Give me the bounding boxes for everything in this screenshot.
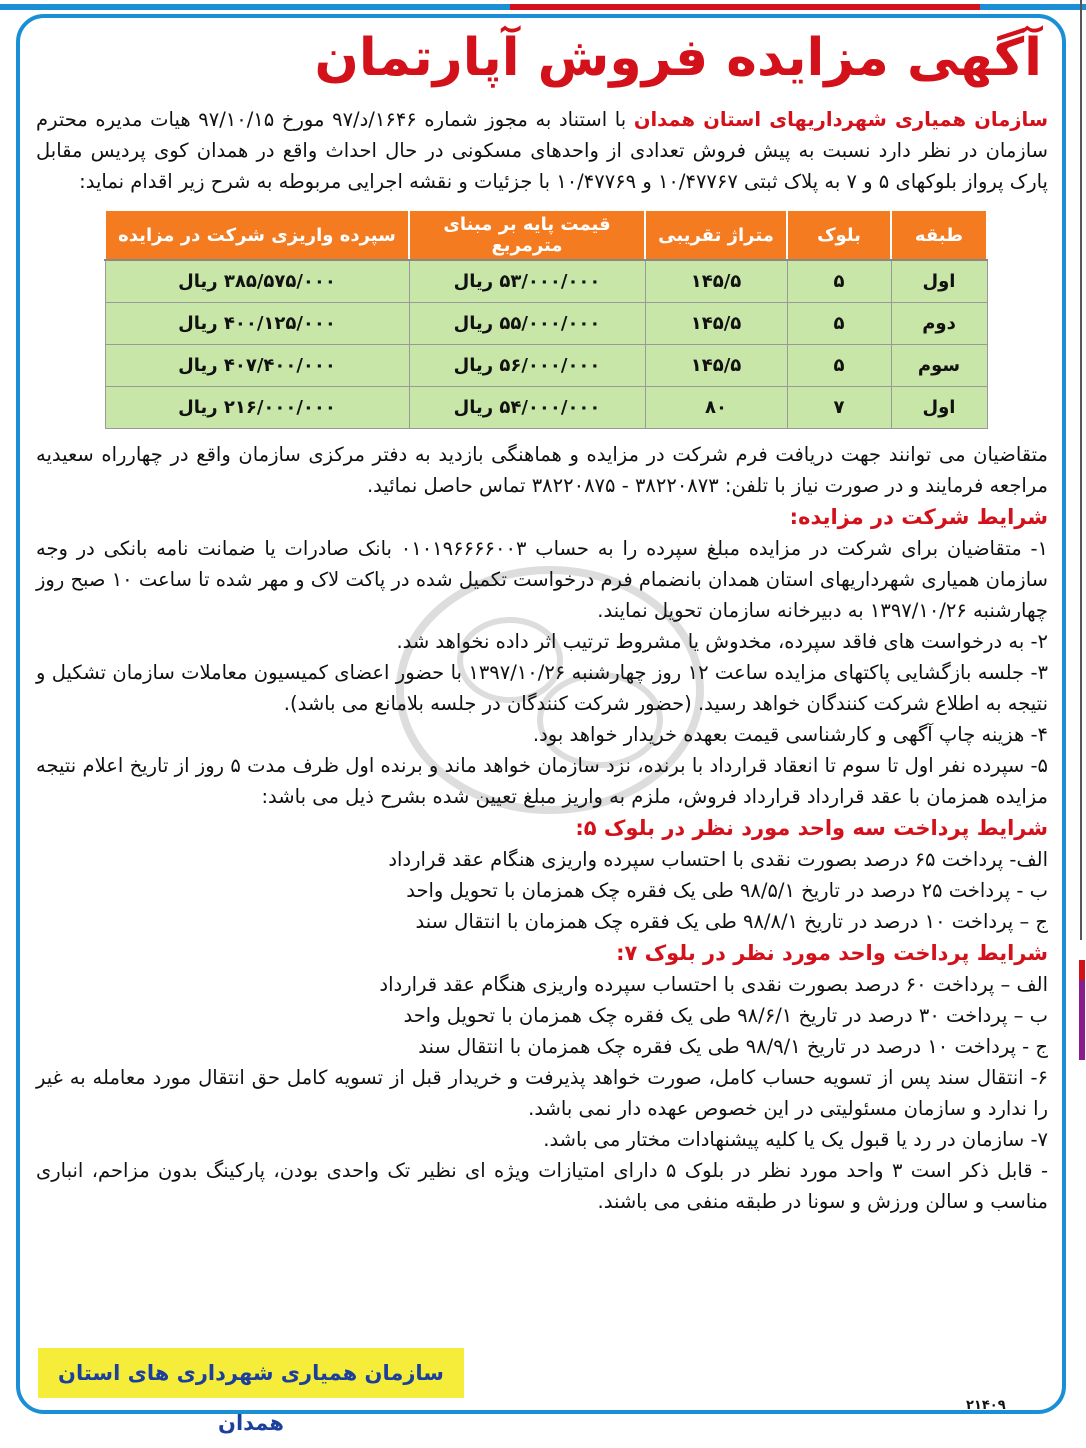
final-item: ۶- انتقال سند پس از تسویه حساب کامل، صورت خواهد پذیرفت و خریدار قبل از تسویه کامل حق انتقال مورد معامله به غیر را ندارد و سازمان مسئولیتی در این خصوص عهده دار نمی باشد.	[36, 1066, 1048, 1120]
top-bar-blue-right	[980, 4, 1086, 10]
cell-block: ۷	[787, 387, 891, 429]
table-row	[105, 387, 987, 429]
footer-org-name: سازمان همیاری شهرداری های استان همدان	[58, 1361, 444, 1435]
top-bar-blue	[0, 4, 510, 10]
ad-content	[36, 18, 1048, 1217]
table-row	[105, 303, 987, 345]
cell-area: ۱۴۵/۵	[645, 303, 787, 345]
header-floor: طبقه	[891, 210, 987, 260]
block7-heading: شرایط پرداخت واحد مورد نظر در بلوک ۷:	[616, 941, 1048, 965]
cell-area: ۱۴۵/۵	[645, 345, 787, 387]
condition-item: ۳- جلسه بازگشایی پاکتهای مزایده ساعت ۱۲ روز چهارشنبه ۱۳۹۷/۱۰/۲۶ با حضور اعضای کمیسیون معاملات سازمان تشکیل و نتیجه به اطلاع شرکت کنندگان خواهد رسید. (حضور شرکت کنندگان در جلسه بلامانع می باشد).	[36, 661, 1049, 715]
cell-block: ۵	[787, 260, 891, 303]
block5-item: ج – پرداخت ۱۰ درصد در تاریخ ۹۸/۸/۱ طی یک فقره چک همزمان با انتقال سند	[415, 910, 1048, 933]
header-block: بلوک	[787, 210, 891, 260]
block5-item: الف- پرداخت ۶۵ درصد بصورت نقدی با احتساب سپرده واریزی هنگام عقد قرارداد	[388, 848, 1048, 871]
cell-base-price: ۵۳/۰۰۰/۰۰۰ ریال	[409, 260, 645, 303]
final-item: ۷- سازمان در رد یا قبول یک یا کلیه پیشنهادات مختار می باشد.	[543, 1128, 1048, 1151]
cell-floor: سوم	[891, 345, 987, 387]
right-edge-strip	[1078, 0, 1086, 1427]
top-bar-red	[510, 4, 980, 10]
table-row	[105, 260, 987, 303]
condition-item: ۵- سپرده نفر اول تا سوم تا انعقاد قرارداد با برنده، نزد سازمان خواهد ماند و برنده اول ظرف مدت ۵ روز از تاریخ اعلام نتیجه مزایده همزمان با عقد قرارداد قرارداد فروش، ملزم به واریز مبلغ تعیین شده بشرح ذیل می باشد:	[36, 754, 1048, 808]
final-item: - قابل ذکر است ۳ واحد مورد نظر در بلوک ۵ دارای امتیازات ویژه ای نظیر تک واحدی بودن، پارکینگ بدون مزاحم، انباری مناسب و سالن ورزش و سونا در طبقه منفی می باشند.	[36, 1159, 1049, 1213]
header-area: متراژ تقریبی	[645, 210, 787, 260]
ad-code: ۲۱۴۰۹	[966, 1398, 1006, 1413]
cell-deposit: ۴۰۰/۱۲۵/۰۰۰ ریال	[105, 303, 409, 345]
footer-org-box	[38, 1348, 464, 1435]
intro-text: با استناد به مجوز شماره ۱۶۴۶/د/۹۷ مورخ ۹۷/۱۰/۱۵ هیات مدیره محترم سازمان در نظر دارد نسبت به پیش فروش تعدادی از واحدهای مسکونی در حال احداث واقع در همدان کوی پردیس مقابل پارک پرواز بلوکهای ۵ و ۷ به پلاک ثبتی ۱۰/۴۷۷۶۷ و ۱۰/۴۷۷۶۹ با جزئیات و نقشه اجرایی مربوطه به شرح زیر اقدام نماید:	[36, 108, 1048, 193]
block7-item: ج - پرداخت ۱۰ درصد در تاریخ ۹۸/۹/۱ طی یک فقره چک همزمان با انتقال سند	[418, 1035, 1048, 1058]
cell-floor: دوم	[891, 303, 987, 345]
applicants-paragraph: متقاضیان می توانند جهت دریافت فرم شرکت در مزایده و هماهنگی بازدید به دفتر مرکزی سازمان واقع در چهارراه سعیدیه مراجعه فرمایند و در صورت نیاز با تلفن: ۳۸۲۲۰۸۷۳ - ۳۸۲۲۰۸۷۵ تماس حاصل نمائید.	[36, 443, 1048, 497]
conditions-heading: شرایط شرکت در مزایده:	[789, 505, 1048, 529]
page-title: آگهی مزایده فروش آپارتمان	[314, 28, 1042, 88]
units-table	[104, 209, 988, 429]
cell-block: ۵	[787, 303, 891, 345]
cell-deposit: ۴۰۷/۴۰۰/۰۰۰ ریال	[105, 345, 409, 387]
table-row	[105, 345, 987, 387]
header-deposit: سپرده واریزی شرکت در مزایده	[105, 210, 409, 260]
block7-item: ب – پرداخت ۳۰ درصد در تاریخ ۹۸/۶/۱ طی یک فقره چک همزمان با تحویل واحد	[403, 1004, 1048, 1027]
top-color-bar	[0, 0, 1086, 12]
condition-item: ۱- متقاضیان برای شرکت در مزایده مبلغ سپرده را به حساب ۰۱۰۱۹۶۶۶۶۰۰۳ بانک صادرات یا ضمانت نامه بانکی در وجه سازمان همیاری شهرداریهای استان همدان بانضمام فرم درخواست تکمیل شده در پاکت لاک و مهر شده تا ساعت ۱۰ صبح روز چهارشنبه ۱۳۹۷/۱۰/۲۶ به دبیرخانه سازمان تحویل نمایند.	[36, 537, 1048, 622]
condition-item: ۴- هزینه چاپ آگهی و کارشناسی قیمت بعهده خریدار خواهد بود.	[532, 723, 1048, 746]
block7-item: الف – پرداخت ۶۰ درصد بصورت نقدی با احتساب سپرده واریزی هنگام عقد قرارداد	[379, 973, 1048, 996]
cell-area: ۸۰	[645, 387, 787, 429]
intro-paragraph	[36, 104, 1048, 197]
condition-item: ۲- به درخواست های فاقد سپرده، مخدوش یا مشروط ترتیب اثر داده نخواهد شد.	[396, 630, 1048, 653]
cell-floor: اول	[891, 260, 987, 303]
block5-item: ب - پرداخت ۲۵ درصد در تاریخ ۹۸/۵/۱ طی یک فقره چک همزمان با تحویل واحد	[406, 879, 1048, 902]
cell-base-price: ۵۶/۰۰۰/۰۰۰ ریال	[409, 345, 645, 387]
cell-area: ۱۴۵/۵	[645, 260, 787, 303]
header-base-price: قیمت پایه بر مبنای مترمربع	[409, 210, 645, 260]
cell-floor: اول	[891, 387, 987, 429]
intro-org-name: سازمان همیاری شهرداریهای استان همدان	[633, 108, 1048, 131]
cell-deposit: ۲۱۶/۰۰۰/۰۰۰ ریال	[105, 387, 409, 429]
cell-base-price: ۵۴/۰۰۰/۰۰۰ ریال	[409, 387, 645, 429]
block5-heading: شرایط پرداخت سه واحد مورد نظر در بلوک ۵:	[575, 816, 1048, 840]
table-header-row	[105, 210, 987, 260]
cell-base-price: ۵۵/۰۰۰/۰۰۰ ریال	[409, 303, 645, 345]
cell-deposit: ۳۸۵/۵۷۵/۰۰۰ ریال	[105, 260, 409, 303]
cell-block: ۵	[787, 345, 891, 387]
